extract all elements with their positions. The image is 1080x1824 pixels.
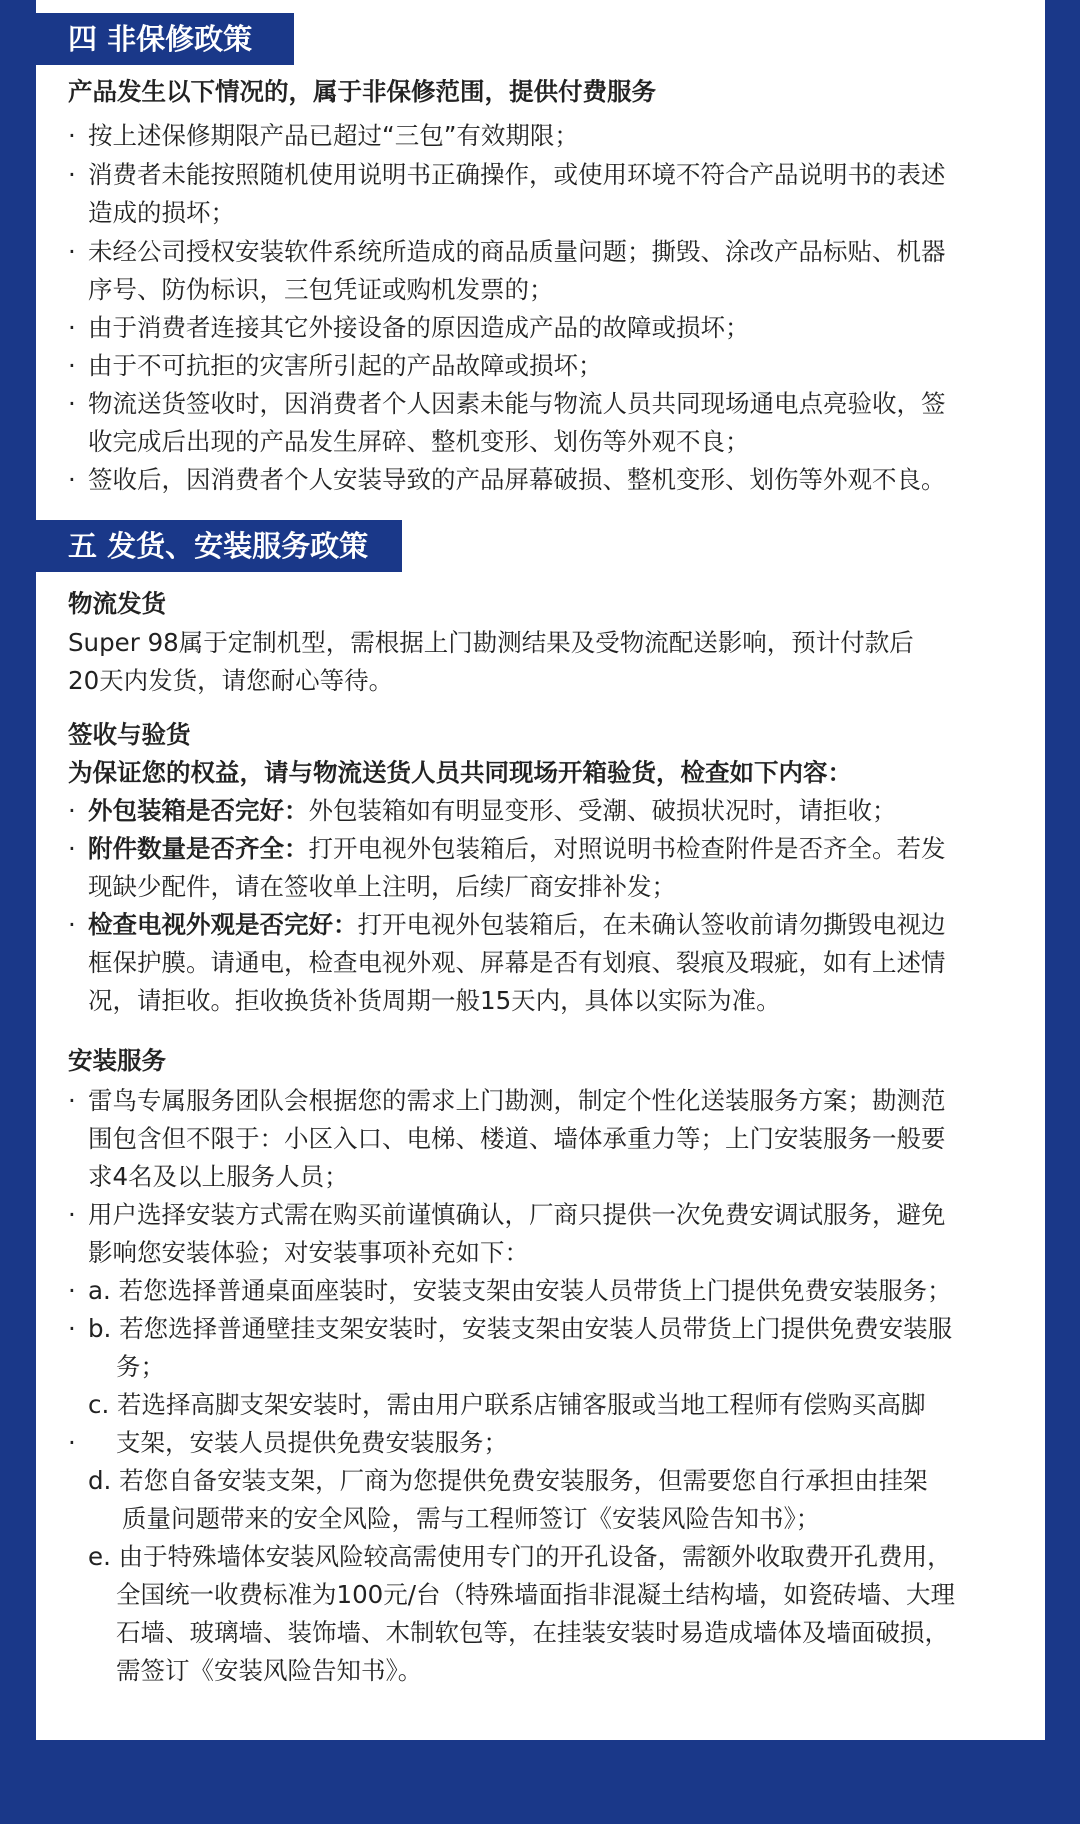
list-item: · 按上述保修期限产品已超过“三包”有效期限； — [68, 117, 579, 155]
logistics-heading: 物流发货 — [68, 589, 166, 618]
bullet-icon: · — [68, 121, 76, 150]
list-item-cont: · 支架，安装人员提供免费安装服务； — [68, 1424, 508, 1462]
bullet-icon: · — [68, 1086, 76, 1115]
list-item-cont: 影响您安装体验；对安装事项补充如下： — [88, 1238, 529, 1267]
list-item: c. 若选择高脚支架安装时，需由用户联系店铺客服或当地工程师有偿购买高脚 — [88, 1390, 926, 1419]
bullet-icon: · — [68, 1314, 76, 1343]
list-item: · b. 若您选择普通壁挂支架安装时，安装支架由安装人员带货上门提供免费安装服 — [68, 1310, 952, 1348]
list-item: · 未经公司授权安装软件系统所造成的商品质量问题；撕毁、涂改产品标贴、机器 — [68, 233, 946, 271]
list-item-cont: 造成的损坏； — [88, 198, 235, 227]
list-item: · 检查电视外观是否完好：打开电视外包装箱后，在未确认签收前请勿撕毁电视边 — [68, 906, 946, 944]
list-item: · 雷鸟专属服务团队会根据您的需求上门勘测，制定个性化送装服务方案；勘测范 — [68, 1082, 946, 1120]
bullet-icon: · — [68, 1428, 76, 1457]
list-item: · 由于消费者连接其它外接设备的原因造成产品的故障或损坏； — [68, 309, 750, 347]
list-item-cont: 框保护膜。请通电，检查电视外观、屏幕是否有划痕、裂痕及瑕疵，如有上述情 — [88, 948, 946, 977]
bullet-icon: · — [68, 1200, 76, 1229]
list-item-cont: 石墙、玻璃墙、装饰墙、木制软包等，在挂装安装时易造成墙体及墙面破损， — [116, 1618, 949, 1647]
list-item-cont: 况，请拒收。拒收换货补货周期一般15天内，具体以实际为准。 — [88, 986, 781, 1015]
list-item-cont: 求4名及以上服务人员； — [88, 1162, 349, 1191]
list-item: e. 由于特殊墙体安装风险较高需使用专门的开孔设备，需额外收取费开孔费用， — [88, 1542, 952, 1571]
bullet-icon: · — [68, 910, 76, 939]
list-item: d. 若您自备安装支架，厂商为您提供免费安装服务，但需要您自行承担由挂架 — [88, 1466, 928, 1495]
bullet-icon: · — [68, 351, 76, 380]
list-item-cont: 围包含但不限于：小区入口、电梯、楼道、墙体承重力等；上门安装服务一般要 — [88, 1124, 946, 1153]
install-heading: 安装服务 — [68, 1046, 166, 1075]
list-item: · 附件数量是否齐全：打开电视外包装箱后，对照说明书检查附件是否齐全。若发 — [68, 830, 946, 868]
bullet-icon: · — [68, 796, 76, 825]
bullet-icon: · — [68, 313, 76, 342]
list-item: · 由于不可抗拒的灾害所引起的产品故障或损坏； — [68, 347, 603, 385]
bullet-icon: · — [68, 465, 76, 494]
list-item: · 消费者未能按照随机使用说明书正确操作，或使用环境不符合产品说明书的表述 — [68, 156, 946, 194]
list-item: · 物流送货签收时，因消费者个人因素未能与物流人员共同现场通电点亮验收，签 — [68, 385, 946, 423]
section-4-title: 四 非保修政策 — [36, 13, 294, 65]
bullet-icon: · — [68, 160, 76, 189]
list-item-cont: 质量问题带来的安全风险，需与工程师签订《安装风险告知书》； — [122, 1504, 821, 1533]
inspection-intro: 为保证您的权益，请与物流送货人员共同现场开箱验货，检查如下内容： — [68, 758, 852, 787]
list-item-cont: 需签订《安装风险告知书》。 — [116, 1656, 423, 1685]
list-item-cont: 务； — [116, 1352, 165, 1381]
list-item: · 用户选择安装方式需在购买前谨慎确认，厂商只提供一次免费安调试服务，避免 — [68, 1196, 946, 1234]
bullet-icon: · — [68, 389, 76, 418]
logistics-text: Super 98属于定制机型，需根据上门勘测结果及受物流配送影响，预计付款后 — [68, 628, 914, 657]
list-item: · a. 若您选择普通桌面座装时，安装支架由安装人员带货上门提供免费安装服务； — [68, 1272, 952, 1310]
section-4-intro: 产品发生以下情况的，属于非保修范围，提供付费服务 — [68, 77, 656, 106]
section-5-title: 五 发货、安装服务政策 — [36, 520, 402, 572]
list-item-cont: 收完成后出现的产品发生屏碎、整机变形、划伤等外观不良； — [88, 427, 750, 456]
list-item-cont: 现缺少配件，请在签收单上注明，后续厂商安排补发； — [88, 872, 676, 901]
content-panel — [36, 0, 1045, 1740]
bullet-icon: · — [68, 237, 76, 266]
list-item: · 外包装箱是否完好：外包装箱如有明显变形、受潮、破损状况时，请拒收； — [68, 792, 897, 830]
list-item-cont: 序号、防伪标识，三包凭证或购机发票的； — [88, 275, 554, 304]
logistics-text: 20天内发货，请您耐心等待。 — [68, 666, 394, 695]
bullet-icon: · — [68, 1276, 76, 1305]
inspection-heading: 签收与验货 — [68, 720, 191, 749]
list-item-cont: 全国统一收费标准为100元/台（特殊墙面指非混凝土结构墙，如瓷砖墙、大理 — [116, 1580, 956, 1609]
list-item: · 签收后，因消费者个人安装导致的产品屏幕破损、整机变形、划伤等外观不良。 — [68, 461, 946, 499]
bullet-icon: · — [68, 834, 76, 863]
